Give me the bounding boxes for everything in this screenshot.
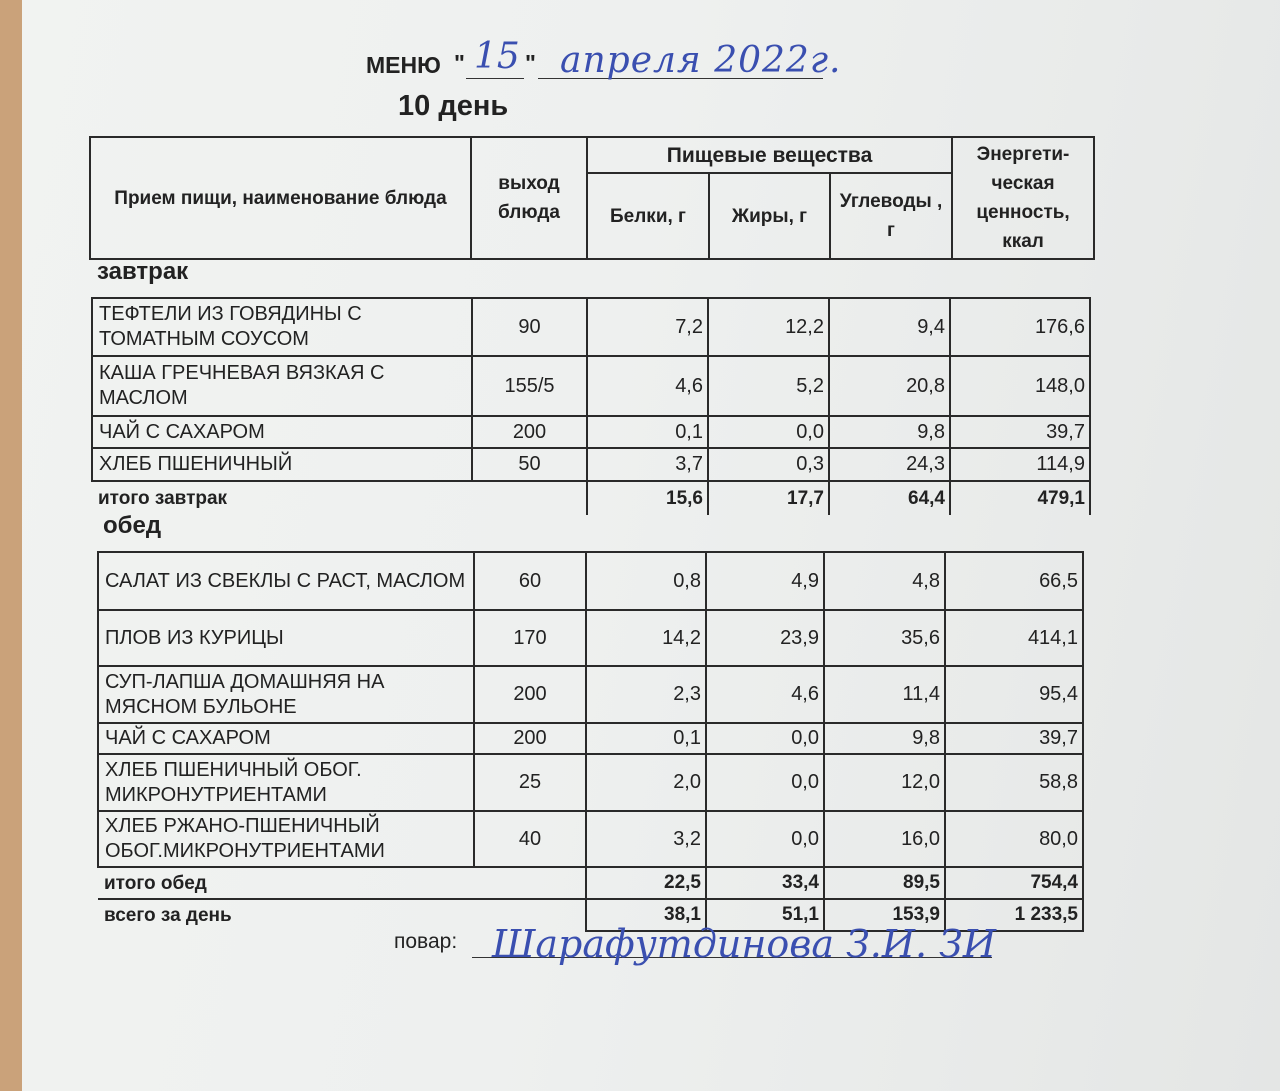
dish-carbs: 16,0 <box>824 811 945 867</box>
dish-protein: 7,2 <box>587 298 708 356</box>
dish-carbs: 35,6 <box>824 610 945 666</box>
dish-protein: 3,2 <box>586 811 706 867</box>
quote-close: " <box>525 50 536 76</box>
dish-yield: 170 <box>474 610 586 666</box>
dish-energy: 114,9 <box>950 448 1090 481</box>
col-header-fat: Жиры, г <box>709 173 830 259</box>
dish-fat: 0,0 <box>708 416 829 448</box>
dish-protein: 14,2 <box>586 610 706 666</box>
day-number: 10 день <box>398 90 509 122</box>
dish-yield: 200 <box>474 666 586 723</box>
lunch-table <box>97 551 1084 932</box>
header-table <box>89 136 1095 260</box>
dish-yield: 200 <box>472 416 587 448</box>
dish-carbs: 4,8 <box>824 552 945 610</box>
dish-energy: 414,1 <box>945 610 1083 666</box>
col-header-name: Прием пищи, наименование блюда <box>90 137 471 259</box>
dish-name: ХЛЕБ ПШЕНИЧНЫЙ ОБОГ. МИКРОНУТРИЕНТАМИ <box>98 754 474 811</box>
table-row <box>92 448 1090 481</box>
dish-energy: 39,7 <box>945 723 1083 754</box>
day-total-carbs: 153,9 <box>824 899 945 931</box>
dish-energy: 95,4 <box>945 666 1083 723</box>
dish-protein: 2,0 <box>586 754 706 811</box>
dish-yield: 90 <box>472 298 587 356</box>
cook-label: повар: <box>394 930 458 953</box>
total-carbs: 64,4 <box>829 481 950 515</box>
lunch-total-row <box>98 867 1083 899</box>
dish-yield: 60 <box>474 552 586 610</box>
total-energy: 754,4 <box>945 867 1083 899</box>
dish-name: ЧАЙ С САХАРОМ <box>98 723 474 754</box>
section-title-breakfast: завтрак <box>97 258 189 285</box>
total-protein: 22,5 <box>586 867 706 899</box>
dish-energy: 58,8 <box>945 754 1083 811</box>
dish-carbs: 11,4 <box>824 666 945 723</box>
month-year-handwritten: апреля 2022г. <box>560 40 842 81</box>
dish-fat: 5,2 <box>708 356 829 416</box>
dish-fat: 4,9 <box>706 552 824 610</box>
total-protein: 15,6 <box>587 481 708 515</box>
day-underline <box>466 78 524 79</box>
table-row <box>98 610 1083 666</box>
breakfast-total-row <box>92 481 1090 515</box>
col-header-protein: Белки, г <box>587 173 709 259</box>
table-row <box>92 416 1090 448</box>
table-row <box>98 723 1083 754</box>
total-label: итого обед <box>98 867 586 899</box>
dish-protein: 0,1 <box>587 416 708 448</box>
dish-energy: 39,7 <box>950 416 1090 448</box>
menu-label: МЕНЮ <box>366 52 441 78</box>
dish-energy: 80,0 <box>945 811 1083 867</box>
section-title-lunch: обед <box>103 512 162 539</box>
dish-protein: 4,6 <box>587 356 708 416</box>
dish-protein: 0,1 <box>586 723 706 754</box>
day-total-fat: 51,1 <box>706 899 824 931</box>
total-energy: 479,1 <box>950 481 1090 515</box>
col-header-yield: выход блюда <box>471 137 587 259</box>
dish-name: ХЛЕБ РЖАНО-ПШЕНИЧНЫЙ ОБОГ.МИКРОНУТРИЕНТАМИ <box>98 811 474 867</box>
dish-name: ЧАЙ С САХАРОМ <box>92 416 472 448</box>
col-header-energy: Энергети-ческая ценность, ккал <box>952 137 1094 259</box>
cook-signature: Шарафутдинова З.И. ЗИ <box>492 922 997 966</box>
dish-carbs: 12,0 <box>824 754 945 811</box>
dish-energy: 66,5 <box>945 552 1083 610</box>
dish-energy: 148,0 <box>950 356 1090 416</box>
breakfast-table <box>91 297 1091 515</box>
total-carbs: 89,5 <box>824 867 945 899</box>
col-header-nutrients: Пищевые вещества <box>587 137 952 173</box>
table-row <box>98 552 1083 610</box>
day-total-protein: 38,1 <box>586 899 706 931</box>
dish-fat: 23,9 <box>706 610 824 666</box>
dish-protein: 2,3 <box>586 666 706 723</box>
dish-carbs: 9,4 <box>829 298 950 356</box>
dish-name: КАША ГРЕЧНЕВАЯ ВЯЗКАЯ С МАСЛОМ <box>92 356 472 416</box>
dish-name: САЛАТ ИЗ СВЕКЛЫ С РАСТ, МАСЛОМ <box>98 552 474 610</box>
dish-name: ТЕФТЕЛИ ИЗ ГОВЯДИНЫ С ТОМАТНЫМ СОУСОМ <box>92 298 472 356</box>
dish-yield: 50 <box>472 448 587 481</box>
dish-fat: 0,0 <box>706 723 824 754</box>
table-row <box>98 666 1083 723</box>
dish-name: ХЛЕБ ПШЕНИЧНЫЙ <box>92 448 472 481</box>
dish-name: ПЛОВ ИЗ КУРИЦЫ <box>98 610 474 666</box>
day-total-energy: 1 233,5 <box>945 899 1083 931</box>
dish-carbs: 20,8 <box>829 356 950 416</box>
dish-carbs: 24,3 <box>829 448 950 481</box>
dish-name: СУП-ЛАПША ДОМАШНЯЯ НА МЯСНОМ БУЛЬОНЕ <box>98 666 474 723</box>
total-fat: 17,7 <box>708 481 829 515</box>
dish-protein: 3,7 <box>587 448 708 481</box>
dish-fat: 0,3 <box>708 448 829 481</box>
dish-yield: 200 <box>474 723 586 754</box>
quote-open: " <box>454 50 465 76</box>
dish-carbs: 9,8 <box>829 416 950 448</box>
day-total-label: всего за день <box>104 905 232 926</box>
dish-yield: 155/5 <box>472 356 587 416</box>
dish-protein: 0,8 <box>586 552 706 610</box>
total-label: итого завтрак <box>92 481 587 515</box>
dish-fat: 4,6 <box>706 666 824 723</box>
dish-fat: 12,2 <box>708 298 829 356</box>
table-row <box>92 298 1090 356</box>
day-handwritten: 15 <box>474 36 520 77</box>
dish-fat: 0,0 <box>706 811 824 867</box>
dish-yield: 40 <box>474 811 586 867</box>
table-row <box>98 754 1083 811</box>
dish-energy: 176,6 <box>950 298 1090 356</box>
dish-fat: 0,0 <box>706 754 824 811</box>
dish-yield: 25 <box>474 754 586 811</box>
col-header-carbs: Углеводы , г <box>830 173 952 259</box>
total-fat: 33,4 <box>706 867 824 899</box>
dish-carbs: 9,8 <box>824 723 945 754</box>
table-row <box>98 811 1083 867</box>
table-row <box>92 356 1090 416</box>
